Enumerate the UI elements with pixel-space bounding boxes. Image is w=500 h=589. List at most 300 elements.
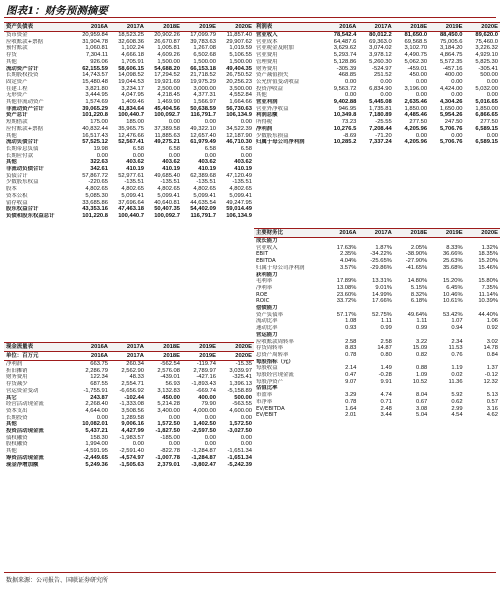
balance-cell: 3,500.00 <box>229 85 252 92</box>
balance-cell: 403.62 <box>234 159 252 166</box>
balance-row <box>4 126 254 133</box>
ratios-cell: 3.16 <box>486 405 498 412</box>
income-cell: 81,650.0 <box>404 32 428 38</box>
balance-cell: 50,407.35 <box>154 206 180 213</box>
balance-cell: 37,389.58 <box>154 125 180 132</box>
ratios-row <box>254 292 500 299</box>
balance-row-label: 其他 <box>6 132 17 139</box>
income-cell: 5,032.00 <box>475 85 498 92</box>
cashflow-cell: 158.30 <box>90 434 108 441</box>
balance-cell: 106,134.9 <box>226 112 252 119</box>
ratios-cell: 0.78 <box>345 351 357 358</box>
income-cell: 5,062.30 <box>404 58 428 65</box>
cashflow-cell: -562.54 <box>160 361 180 367</box>
ratios-cell: 23.60% <box>336 291 357 298</box>
cashflow-cell: 2,554.71 <box>121 381 144 388</box>
ratios-cell: 14.87 <box>377 345 392 352</box>
ratios-year-header: 2018E <box>394 229 429 238</box>
ratios-cell: 4.62 <box>486 412 498 419</box>
income-header-row <box>254 23 500 32</box>
balance-row-label: 资本公积 <box>6 192 28 199</box>
balance-row-label: 其他 <box>6 159 17 166</box>
income-cell: 78,542.4 <box>333 32 357 38</box>
ratios-cell: 52.75% <box>372 311 392 318</box>
balance-row-label: 应收账款+票据 <box>6 38 43 45</box>
balance-cell: 3,000.00 <box>193 85 216 92</box>
balance-cell: 11,885.63 <box>154 132 180 139</box>
ratios-cell: -38.90% <box>405 251 428 258</box>
cashflow-cell: 500.00 <box>234 394 252 401</box>
balance-cell: 18,523.25 <box>118 32 144 38</box>
balance-cell: 926.06 <box>90 58 108 65</box>
balance-cell: 403.62 <box>126 159 144 166</box>
cashflow-cell: 56.93 <box>165 381 180 388</box>
cashflow-row <box>4 395 254 402</box>
balance-cell: 1,566.97 <box>193 99 216 106</box>
balance-cell: 0.00 <box>240 152 252 159</box>
ratios-cell: 14.80% <box>407 278 428 285</box>
ratios-row-label: 存货周转率 <box>256 345 283 352</box>
cashflow-cell: -5,242.39 <box>227 461 252 468</box>
balance-cell: 2,500.00 <box>157 85 180 92</box>
balance-cell: 100,440.7 <box>118 212 144 219</box>
income-cell: -71.20 <box>375 132 392 139</box>
income-cell: -305.41 <box>478 65 498 72</box>
cashflow-cell: -1,007.78 <box>155 454 180 461</box>
ratios-table <box>254 228 500 419</box>
ratios-row <box>254 372 500 379</box>
income-cell: 3,226.32 <box>475 45 498 52</box>
income-row-label: 其他 <box>256 92 267 99</box>
ratios-cell: 4.74 <box>380 392 392 399</box>
balance-section-title: 资产负债表 <box>4 23 74 32</box>
ratios-row <box>254 359 500 366</box>
ratios-row-label: 总资产周转率 <box>256 351 289 358</box>
cashflow-cell: -4,591.95 <box>83 448 108 455</box>
ratios-cell: 17.66% <box>372 298 392 305</box>
cashflow-row-label: 现金净增加额 <box>6 461 39 468</box>
income-row-label: 营业外净收益 <box>256 105 289 112</box>
balance-cell: 1,500.00 <box>193 58 216 65</box>
balance-cell: 0.00 <box>168 119 180 126</box>
ratios-cell <box>323 305 358 312</box>
ratios-cell: 15.20% <box>442 278 463 285</box>
income-row <box>254 39 500 46</box>
cashflow-cell: -185.00 <box>160 434 180 441</box>
ratios-row <box>254 392 500 399</box>
cashflow-cell: 2,576.08 <box>157 367 180 374</box>
ratios-cell: 8.32% <box>410 291 428 298</box>
ratios-cell <box>429 272 464 279</box>
balance-cell: 12,187.90 <box>226 132 252 139</box>
ratios-cell: 13.31% <box>372 278 392 285</box>
balance-cell: 4,802.65 <box>157 186 180 193</box>
cashflow-cell: 243.87 <box>90 394 108 401</box>
cashflow-cell: -1,755.91 <box>83 387 108 394</box>
income-row <box>254 99 500 106</box>
cashflow-cell: 0.00 <box>204 414 216 421</box>
balance-cell: 14,743.57 <box>82 72 108 79</box>
balance-cell: 61,979.49 <box>190 139 216 146</box>
cashflow-section-title: 现金流量表 <box>4 343 74 352</box>
income-cell: 6,866.65 <box>475 112 498 119</box>
ratios-cell: 1.87% <box>375 244 392 251</box>
balance-cell: 12,476.66 <box>118 132 144 139</box>
balance-row <box>4 206 254 213</box>
cashflow-row-label: 股权融资 <box>6 441 28 448</box>
cashflow-year-header: 2020E <box>218 352 254 361</box>
ratios-cell: 36.66% <box>442 251 463 258</box>
income-row <box>254 66 500 73</box>
ratios-cell: 15.80% <box>478 278 498 285</box>
ratios-row <box>254 285 500 292</box>
balance-cell: 5,099.41 <box>193 192 216 199</box>
balance-cell: 4,609.26 <box>157 52 180 59</box>
ratios-row-label: 毛利率 <box>256 278 273 285</box>
ratios-cell: 57.17% <box>336 311 357 318</box>
ratios-cell <box>429 332 464 339</box>
income-row-label: 净利润 <box>256 125 273 132</box>
income-year-header: 2019E <box>429 23 464 32</box>
balance-cell: 12,657.40 <box>190 132 216 139</box>
cashflow-cell: -5,158.89 <box>227 387 252 394</box>
income-cell: 73.23 <box>341 119 357 126</box>
income-cell: 1,850.00 <box>404 105 428 112</box>
income-row-label: 归属于母公司净利润 <box>256 139 305 146</box>
cashflow-cell: -119.74 <box>196 361 216 367</box>
income-row-label: 营业成本 <box>256 38 278 45</box>
balance-cell: 49,685.40 <box>154 172 180 179</box>
ratios-row-label: ROIC <box>256 298 270 305</box>
balance-cell: 15,480.48 <box>82 78 108 85</box>
cashflow-row <box>4 381 254 388</box>
ratios-cell: 13.08% <box>336 284 357 291</box>
cashflow-cell: 0.00 <box>204 441 216 448</box>
income-cell: 5,706.76 <box>439 139 463 146</box>
ratios-cell: 11.53 <box>448 345 463 352</box>
ratios-cell: 9.01% <box>375 284 392 291</box>
balance-cell: 410.19 <box>198 166 216 173</box>
balance-row <box>4 119 254 126</box>
balance-cell: 4,802.65 <box>121 186 144 193</box>
balance-cell: 101,220.8 <box>82 212 108 219</box>
balance-cell: 29,907.62 <box>226 38 252 45</box>
balance-cell: 32,608.36 <box>118 38 144 45</box>
balance-sheet-panel <box>4 22 254 220</box>
cashflow-cell: -102.44 <box>124 394 144 401</box>
balance-cell: 20,902.26 <box>154 32 180 38</box>
income-row-label: 管理费用 <box>256 58 278 65</box>
cashflow-cell: 0.00 <box>204 434 216 441</box>
ratios-row <box>254 251 500 258</box>
cashflow-cell: 0.00 <box>132 441 144 448</box>
ratios-cell: 3.08 <box>415 405 428 412</box>
balance-row-label: 流动负债合计 <box>6 139 39 146</box>
balance-cell: 3,821.80 <box>85 85 108 92</box>
balance-row <box>4 166 254 173</box>
balance-cell: 40,832.44 <box>82 125 108 132</box>
income-cell: 0.00 <box>451 92 463 99</box>
balance-row-label: 留存收益 <box>6 199 28 206</box>
balance-cell: 49,404.35 <box>226 65 252 72</box>
ratios-row <box>254 325 500 332</box>
ratios-row <box>254 318 500 325</box>
balance-row-label: 股本 <box>6 186 17 193</box>
balance-row-label: 长期带息负债 <box>6 145 39 152</box>
balance-row <box>4 200 254 207</box>
ratios-cell: 1.64 <box>345 405 357 412</box>
cashflow-row <box>4 435 254 442</box>
ratios-cell: 3.02 <box>486 338 498 345</box>
balance-cell: 57,867.72 <box>82 172 108 179</box>
cashflow-cell: -3,802.47 <box>191 461 216 468</box>
balance-cell: 4,552.84 <box>229 92 252 99</box>
balance-row <box>4 133 254 140</box>
ratios-row <box>254 298 500 305</box>
balance-cell: 4,377.31 <box>193 92 216 99</box>
cashflow-row <box>4 374 254 381</box>
ratios-cell: 15.20% <box>478 258 498 265</box>
balance-cell: -135.51 <box>160 179 180 186</box>
page-title: 图表1：财务预测摘要 <box>6 5 108 17</box>
balance-cell: -220.65 <box>88 179 108 186</box>
ratios-cell: 2.48 <box>380 405 392 412</box>
balance-cell: 31,904.78 <box>82 38 108 45</box>
income-cell: 0.00 <box>415 132 428 139</box>
ratios-cell: 1.09 <box>415 372 428 379</box>
balance-cell: -135.51 <box>124 179 144 186</box>
income-cell: 4,929.10 <box>475 52 498 59</box>
ratios-row-label: 成长能力 <box>256 238 278 244</box>
balance-cell: 49,322.10 <box>190 125 216 132</box>
income-cell: -25.55 <box>375 119 392 126</box>
ratios-cell <box>465 238 500 245</box>
income-row <box>254 45 500 52</box>
ratios-cell: 9.91 <box>380 378 392 385</box>
cashflow-panel <box>4 342 254 468</box>
balance-cell: 21,718.52 <box>190 72 216 79</box>
ratios-year-header: 2020E <box>465 229 500 238</box>
balance-cell: 0.00 <box>204 119 216 126</box>
cashflow-cell: 0.00 <box>240 434 252 441</box>
income-cell: 9,563.72 <box>333 85 357 92</box>
bottom-rule <box>4 572 496 573</box>
balance-cell: 26,670.87 <box>154 38 180 45</box>
balance-cell: 100,092.7 <box>154 212 180 219</box>
balance-row <box>4 139 254 146</box>
income-statement-table <box>254 22 500 146</box>
balance-cell: 6.58 <box>204 145 216 152</box>
cashflow-row-label: 折旧摊销 <box>6 367 28 374</box>
balance-cell: 0.00 <box>132 152 144 159</box>
ratios-cell <box>429 359 464 366</box>
balance-cell: 37,696.64 <box>118 199 144 206</box>
balance-cell: 116,791.7 <box>190 212 216 219</box>
balance-cell: 4,047.95 <box>121 92 144 99</box>
cashflow-year-header: 2016A <box>74 352 110 361</box>
ratios-cell: 6.18% <box>410 298 428 305</box>
cashflow-cell: -669.74 <box>196 387 216 394</box>
ratios-cell: 49.64% <box>407 311 428 318</box>
ratios-cell: 14.78 <box>483 345 498 352</box>
cashflow-row-label: 净利润 <box>6 361 23 367</box>
cashflow-cell: -427.16 <box>196 374 216 381</box>
balance-row-label: 固定资产 <box>6 78 28 85</box>
balance-cell: 4,802.65 <box>85 186 108 193</box>
balance-cell: 322.63 <box>90 159 108 166</box>
ratios-cell: 17.63% <box>336 244 357 251</box>
ratios-cell: 1.32% <box>481 244 498 251</box>
balance-cell: 56,730.63 <box>226 105 252 112</box>
income-cell: 80,012.2 <box>369 32 392 38</box>
balance-cell: 1,267.08 <box>193 45 216 52</box>
balance-cell: 19,921.69 <box>154 78 180 85</box>
balance-cell: 19,044.53 <box>118 78 144 85</box>
balance-row-label: 其他 <box>6 58 17 65</box>
income-year-header: 2016A <box>323 23 358 32</box>
balance-year-header: 2018E <box>146 23 182 32</box>
balance-row <box>4 159 254 166</box>
cashflow-cell: 2,379.01 <box>157 461 180 468</box>
income-cell: 1,650.00 <box>439 105 463 112</box>
income-cell: 0.00 <box>486 92 498 99</box>
cashflow-year-header: 2019E <box>182 343 218 352</box>
ratios-cell: -0.12 <box>484 372 498 379</box>
ratios-cell: 0.47 <box>345 372 357 379</box>
income-cell: 5,293.74 <box>333 52 357 59</box>
cashflow-row-label: 财务费用 <box>6 374 28 381</box>
balance-cell: 1,102.24 <box>121 45 144 52</box>
income-cell: 10,349.8 <box>333 112 357 119</box>
cashflow-row-label: 长期投资 <box>6 414 28 421</box>
balance-cell: 6.58 <box>132 145 144 152</box>
ratios-cell: 2.58 <box>380 338 392 345</box>
cashflow-year-header: 2016A <box>74 343 110 352</box>
balance-cell: 100,440.7 <box>118 112 144 119</box>
balance-cell: 34,522.39 <box>226 125 252 132</box>
income-cell: 277.50 <box>480 119 498 126</box>
ratios-cell <box>358 385 393 392</box>
balance-cell: 39,065.29 <box>82 105 108 112</box>
ratios-row <box>254 312 500 319</box>
income-cell: 3,074.02 <box>369 45 392 52</box>
ratios-cell: 11.36 <box>448 378 463 385</box>
cashflow-unit-row <box>4 352 254 361</box>
ratios-cell <box>323 359 358 366</box>
income-row <box>254 52 500 59</box>
balance-cell: 54,688.20 <box>154 65 180 72</box>
ratios-row-label: 资产负债率 <box>256 311 283 318</box>
income-cell: 450.00 <box>409 72 428 79</box>
ratios-cell <box>323 332 358 339</box>
balance-row <box>4 59 254 66</box>
ratios-cell: 3.22 <box>415 338 428 345</box>
balance-cell: 5,099.41 <box>157 192 180 199</box>
ratios-cell: 5.92 <box>451 392 463 399</box>
balance-cell: 100,092.7 <box>154 112 180 119</box>
income-cell: 1,850.00 <box>475 105 498 112</box>
ratios-cell <box>323 238 358 245</box>
balance-cell: 0.00 <box>168 152 180 159</box>
cashflow-cell: 2,268.40 <box>85 401 108 408</box>
cashflow-cell: 1,572.50 <box>157 421 180 428</box>
balance-row-label: 负债和股东权益总计 <box>6 212 55 219</box>
cashflow-cell: -1,983.57 <box>119 434 144 441</box>
cashflow-row-label: 资本支出 <box>6 407 28 414</box>
income-cell: 7,337.24 <box>369 139 392 146</box>
cashflow-cell: 4,644.00 <box>85 407 108 414</box>
income-row-label: 公允价值变动收益 <box>256 78 300 85</box>
cashflow-cell: 2,286.79 <box>85 367 108 374</box>
income-cell: 5,954.26 <box>439 112 463 119</box>
balance-cell: 6,502.68 <box>193 52 216 59</box>
cashflow-cell: -1,284.87 <box>191 454 216 461</box>
income-row <box>254 86 500 93</box>
ratios-cell: 12.32 <box>483 378 498 385</box>
income-cell: 6,589.15 <box>475 125 498 132</box>
ratios-cell: 6.45% <box>446 284 463 291</box>
cashflow-cell: 687.55 <box>90 381 108 388</box>
balance-row <box>4 106 254 113</box>
ratios-row <box>254 258 500 265</box>
balance-cell: 19.98 <box>93 145 108 152</box>
cashflow-row <box>4 408 254 415</box>
balance-cell: 1,664.66 <box>229 99 252 106</box>
balance-row <box>4 193 254 200</box>
ratios-row <box>254 339 500 346</box>
balance-row <box>4 79 254 86</box>
cashflow-row-label: 其他 <box>6 421 17 428</box>
income-cell: 5,445.08 <box>369 99 392 106</box>
ratios-row <box>254 352 500 359</box>
balance-row <box>4 186 254 193</box>
cashflow-cell: 4,427.99 <box>121 428 144 435</box>
balance-cell: 6.58 <box>168 145 180 152</box>
income-cell: 75,005.6 <box>439 38 463 45</box>
balance-cell: -135.51 <box>232 179 252 186</box>
balance-cell: 17,294.52 <box>154 72 180 79</box>
income-row-label: 营业费用 <box>256 52 278 59</box>
balance-row-label: 非流动资产合计 <box>6 105 44 112</box>
balance-cell: 1,469.90 <box>157 99 180 106</box>
ratios-cell: 0.76 <box>451 351 463 358</box>
balance-cell: 1,060.81 <box>85 45 108 52</box>
ratios-year-header: 2017A <box>358 229 393 238</box>
ratios-cell: 0.88 <box>415 365 428 372</box>
balance-cell: 66,153.18 <box>190 65 216 72</box>
ratios-cell: 5.13 <box>486 392 498 399</box>
income-cell: 400.00 <box>444 72 463 79</box>
balance-row-label: 预付账款 <box>6 45 28 52</box>
cashflow-row <box>4 448 254 455</box>
income-year-header: 2020E <box>465 23 500 32</box>
ratios-cell: 0.92 <box>486 325 498 332</box>
cashflow-cell: 2,562.90 <box>121 367 144 374</box>
cashflow-cell: -822.78 <box>160 448 180 455</box>
balance-cell: 16,517.43 <box>82 132 108 139</box>
ratios-row-label: EBIT <box>256 251 268 258</box>
ratios-cell <box>358 332 393 339</box>
balance-year-header: 2016A <box>74 23 110 32</box>
income-cell: 247.50 <box>444 119 463 126</box>
balance-cell: 41,834.64 <box>118 105 144 112</box>
balance-cell: 45,404.56 <box>154 105 180 112</box>
cashflow-cell: -1,284.87 <box>191 448 216 455</box>
cashflow-row <box>4 388 254 395</box>
cashflow-year-header: 2020E <box>218 343 254 352</box>
top-rule <box>4 17 496 18</box>
cashflow-cell: 0.00 <box>240 414 252 421</box>
